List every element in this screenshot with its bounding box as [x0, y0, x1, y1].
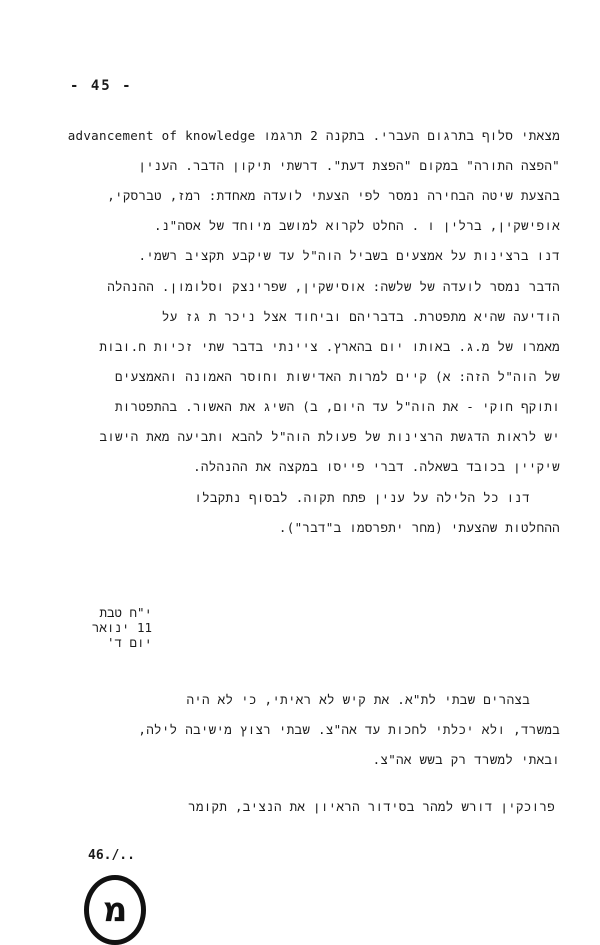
body-line-1 — [68, 128, 560, 144]
body-line-8: מאמרו של מ.ג. באותו יום בהארץ. ציינתי בדבר שתי זכיות ח.ובות — [99, 339, 560, 354]
body-line-12: שיקיין בכובד בשאלה. דברי פייסו במקצה את ההנהלה. — [193, 459, 560, 474]
body-line-3: בהצעת שיטה הבחירה נמסר לפי הצעתי לועדה מאחדת: רמז, טברסקי, — [107, 188, 560, 203]
date-block — [60, 605, 152, 650]
entry-line-3: ובאתי למשרד רק בשש אה"צ. — [372, 752, 560, 767]
body-line-10: ותוקף חוקי - את הוה"ל עד היום, ב) השיג את האשור. בהתפטרות — [114, 399, 560, 414]
entry-line-2: במשרד, ולא יכלתי לחכות עד אה"צ. שבתי רצוץ מישיבה לילה, — [138, 722, 560, 737]
body-line-7: הודיעה שהיא מתפטרת. בדבריהם וביחוד אצל ניכר ת גז על — [161, 309, 560, 324]
body-line-9: של הוה"ל הזה: א) קיים למרות האדישות וחוסר האמונה והאמצעים — [115, 369, 560, 384]
body-line-4: אופישקין, ברלין ו . החלט לקרוא למושב מיוחד של אסה"נ. — [154, 218, 560, 233]
hebrew-date: י"ח טבת — [99, 605, 152, 620]
entry-line-1: בצהרים שבתי לת"א. את קיש לא ראיתי, כי לא היה — [186, 692, 530, 707]
civil-date: 11 ינואר — [91, 620, 152, 635]
body-line-13: דנו כל הלילה על ענין פתח תקוה. לבסוף נתקבלו — [194, 490, 530, 505]
weekday: יום ד' — [106, 635, 152, 650]
next-page-marker: 46./.. — [88, 848, 135, 863]
body-line-11: יש לראות הדגשת הרצינות של פעולת הוה"ל להבא ותביעה מאת הישוב — [99, 429, 560, 444]
stamp-letter: מ — [102, 890, 128, 930]
body-line-14: ההחלטות שהצעתי (מחר יתפרסמו ב"דבר"). — [278, 520, 560, 535]
page-number: - 45 - — [70, 78, 133, 94]
body-line-1-english: advancement of knowledge — [67, 128, 256, 143]
archive-stamp — [84, 875, 146, 945]
body-line-2: "הפצה התורה" במקום "הפצת דעת". דרשתי תיקון הדבר. הענין — [138, 158, 560, 173]
entry-line-4: פרוכקין דורש למהר בסידור הראיון את הנציב, תקומר — [188, 799, 555, 814]
body-line-5: דנו ברצינות על אמצעים בשביל הוה"ל עד שיקבע תקציב רשמי. — [138, 248, 560, 263]
body-line-1-hebrew: מצאתי סלוף בתרגום העברי. בתקנה 2 תרגמו — [263, 128, 560, 143]
body-line-6: הדבר נמסר לועדה של שלשה: אוסישקין, שפרינצק וסלומון. ההנהלה — [107, 279, 560, 294]
